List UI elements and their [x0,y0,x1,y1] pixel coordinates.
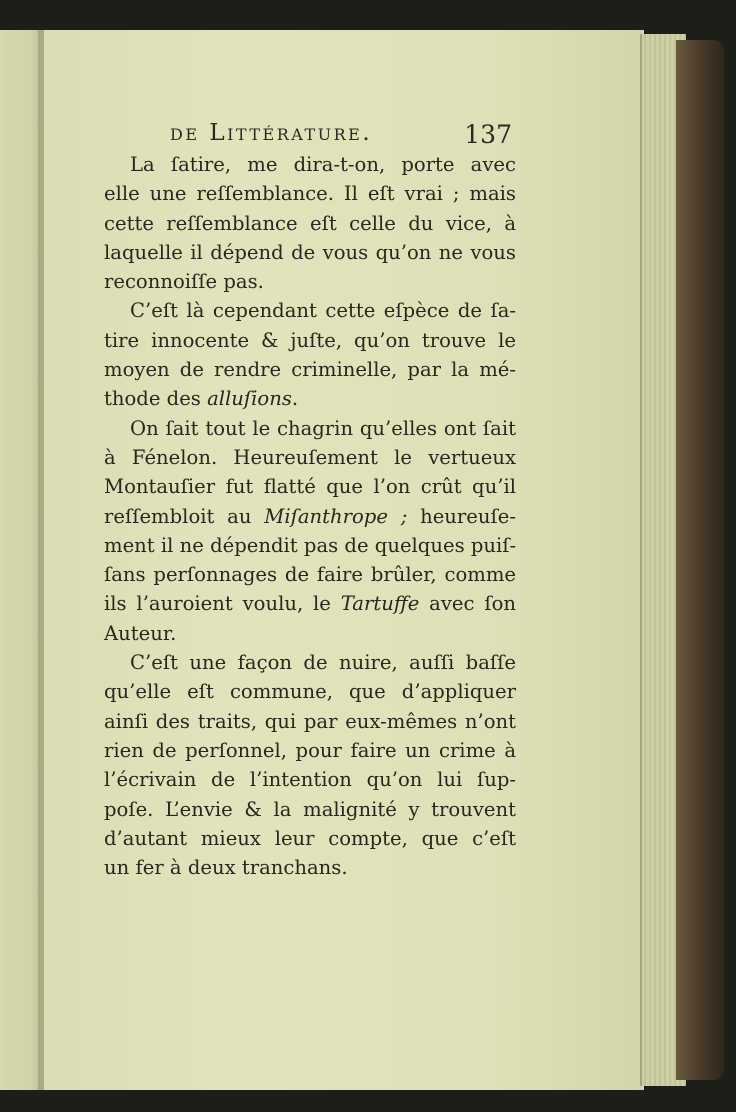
text-run: reſſembloit au [104,504,265,528]
text-line: Montauſier fut flatté que l’on crût qu’il [104,475,516,499]
text-line: ment il ne dépendit pas de quelques puiſ- [104,533,517,557]
text-line [104,502,516,531]
italic-term: alluſions [207,387,292,411]
text-line: La ſatire, me dira-t-on, porte avec [130,153,516,176]
italic-title: Tartuffe [340,592,420,616]
body-text [104,150,516,882]
text-line: reconnoiſſe pas. [104,270,264,294]
text-run: ils l’auroient voulu, le [104,592,341,616]
text-run: heureuſe- [407,504,516,528]
text-run: thode des [104,387,208,411]
text-line: moyen de rendre criminelle, par la mé- [104,358,516,382]
page-number: 137 [464,120,512,149]
text-line [104,589,516,618]
text-line: qu’elle eſt commune, que d’appliquer [104,680,516,704]
text-line: à Fénelon. Heureuſement le vertueux [104,445,516,469]
text-run: . [291,387,299,411]
italic-title: Miſanthrope ; [264,504,408,528]
text-line [104,384,516,413]
text-line: Auteur. [104,621,177,645]
text-line: tire innocente & juſte, qu’on trouve le [104,328,516,352]
text-line: ainſi des traits, qui par eux-mêmes n’ont [104,709,516,733]
text-line: laquelle il dépend de vous qu’on ne vous [104,240,516,264]
text-line: un fer à deux tranchans. [104,856,348,880]
text-line: d’autant mieux leur compte, que c’eſt [104,826,516,850]
text-line: C’eſt là cependant cette eſpèce de ſa- [130,299,516,323]
text-line: ſans perſonnages de faire brûler, comme [104,563,516,587]
text-line: cette reſſemblance eſt celle du vice, à [104,211,516,235]
running-head [170,120,520,154]
running-title: de Littérature. [170,120,373,146]
text-line: elle une reſſemblance. Il eſt vrai ; mais [104,182,516,206]
book-cover-edge [676,40,724,1080]
text-line: l’écrivain de l’intention qu’on lui ſup- [104,768,516,792]
text-run: avec ſon [419,592,517,616]
text-line: C’eſt une façon de nuire, auſſi baſſe [130,651,516,675]
text-line: rien de perſonnel, pour faire un crime à [104,738,516,762]
text-line: On ſait tout le chagrin qu’elles ont ſait [130,416,516,440]
text-line: poſe. L’envie & la malignité y trouvent [104,797,516,821]
